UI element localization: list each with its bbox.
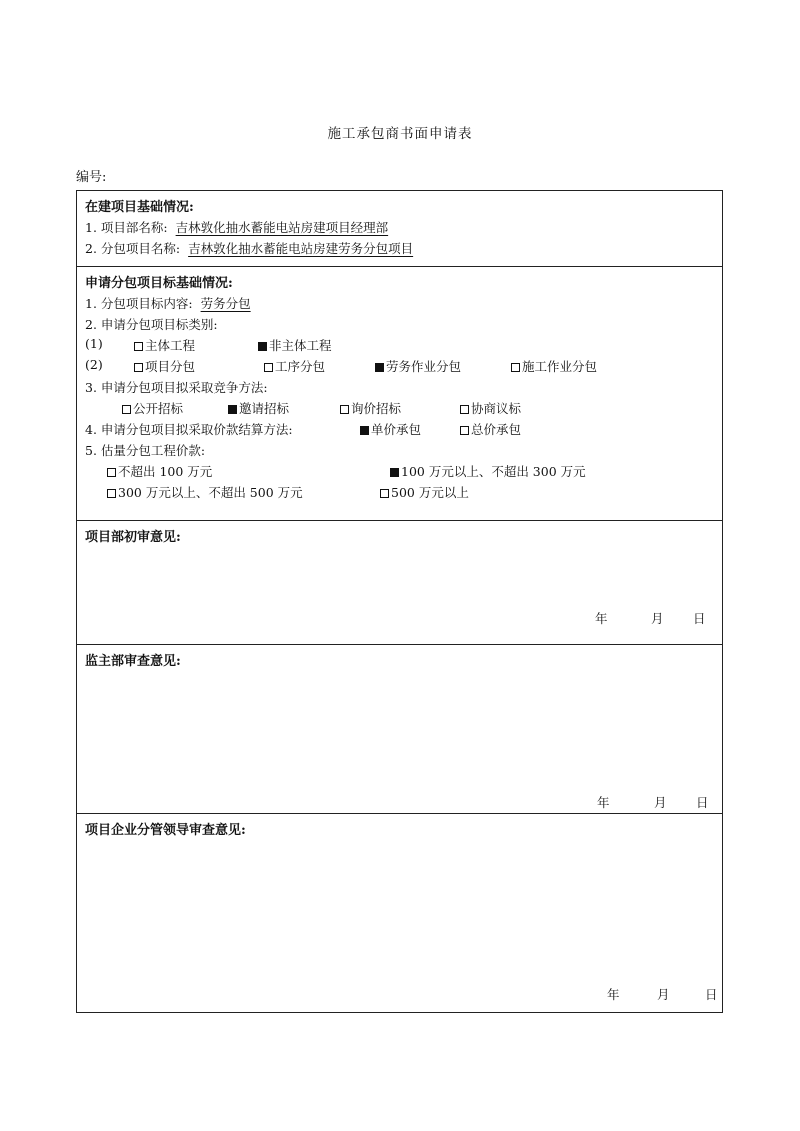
checkbox-invited-bidding[interactable] [228, 399, 289, 417]
date-month: 月 [654, 795, 667, 810]
checkbox-labor-subcontract[interactable] [375, 357, 461, 375]
option-label: 100 万元以上、不超出 300 万元 [401, 464, 586, 479]
application-form [76, 190, 723, 1013]
date-year: 年 [597, 795, 610, 810]
date-month: 月 [651, 611, 664, 626]
settle-label: 4. 申请分包项目拟采取价款结算方法: [85, 422, 293, 437]
checkbox-inquiry-bidding[interactable] [340, 399, 401, 417]
option-label: 500 万元以上 [391, 485, 469, 500]
option-label: 总价承包 [471, 422, 522, 437]
date-day: 日 [693, 611, 706, 626]
form-title: 施工承包商书面申请表 [327, 126, 473, 142]
checkbox-non-main-project[interactable] [258, 336, 332, 354]
option-label: 项目分包 [145, 359, 196, 374]
dept-label: 1. 项目部名称: [85, 220, 168, 235]
type-2-prefix: (2) [85, 357, 103, 372]
checkbox-price-300-500[interactable] [107, 483, 303, 501]
section-heading: 在建项目基础情况: [85, 200, 194, 215]
date-day: 日 [705, 987, 718, 1002]
section-heading: 监主部审查意见: [85, 654, 181, 669]
type-label: 2. 申请分包项目标类别: [85, 317, 218, 332]
section-heading: 项目部初审意见: [85, 530, 181, 545]
section-department-review [77, 521, 722, 645]
date-year: 年 [607, 987, 620, 1002]
option-label: 询价招标 [351, 401, 402, 416]
section-heading: 申请分包项目标基础情况: [85, 276, 233, 291]
method-label: 3. 申请分包项目拟采取竞争方法: [85, 380, 268, 395]
date-day: 日 [696, 795, 709, 810]
content-value: 劳务分包 [200, 296, 251, 311]
section-subcontract-info [77, 267, 722, 521]
date-year: 年 [595, 611, 608, 626]
number-label: 编号: [76, 170, 107, 185]
checkbox-price-under-100[interactable] [107, 462, 212, 480]
option-label: 单价承包 [371, 422, 422, 437]
content-row [85, 294, 251, 312]
option-label: 邀请招标 [239, 401, 290, 416]
checkbox-project-subcontract[interactable] [134, 357, 195, 375]
sub-row [85, 239, 413, 257]
section-heading: 项目企业分管领导审查意见: [85, 823, 246, 838]
checkbox-process-subcontract[interactable] [264, 357, 325, 375]
option-label: 劳务作业分包 [386, 359, 462, 374]
price-label: 5. 估量分包工程价款: [85, 443, 206, 458]
date-month: 月 [657, 987, 670, 1002]
option-label: 施工作业分包 [522, 359, 598, 374]
checkbox-lump-sum[interactable] [460, 420, 521, 438]
dept-row [85, 218, 388, 236]
checkbox-construction-subcontract[interactable] [511, 357, 597, 375]
dept-value: 吉林敦化抽水蓄能电站房建项目经理部 [175, 220, 389, 235]
checkbox-unit-price[interactable] [360, 420, 421, 438]
sub-value: 吉林敦化抽水蓄能电站房建劳务分包项目 [188, 241, 414, 256]
option-label: 不超出 100 万元 [118, 464, 213, 479]
checkbox-main-project[interactable] [134, 336, 195, 354]
checkbox-public-bidding[interactable] [122, 399, 183, 417]
option-label: 公开招标 [133, 401, 184, 416]
checkbox-price-over-500[interactable] [380, 483, 469, 501]
section-project-info [77, 191, 722, 267]
type-1-prefix: (1) [85, 336, 103, 351]
sub-label: 2. 分包项目名称: [85, 241, 181, 256]
checkbox-negotiated-bidding[interactable] [460, 399, 521, 417]
section-leader-review [77, 814, 722, 1012]
option-label: 主体工程 [145, 338, 196, 353]
section-supervisor-review [77, 645, 722, 814]
checkbox-price-100-300[interactable] [390, 462, 586, 480]
option-label: 工序分包 [275, 359, 326, 374]
option-label: 300 万元以上、不超出 500 万元 [118, 485, 303, 500]
option-label: 非主体工程 [269, 338, 332, 353]
option-label: 协商议标 [471, 401, 522, 416]
content-label: 1. 分包项目标内容: [85, 296, 193, 311]
